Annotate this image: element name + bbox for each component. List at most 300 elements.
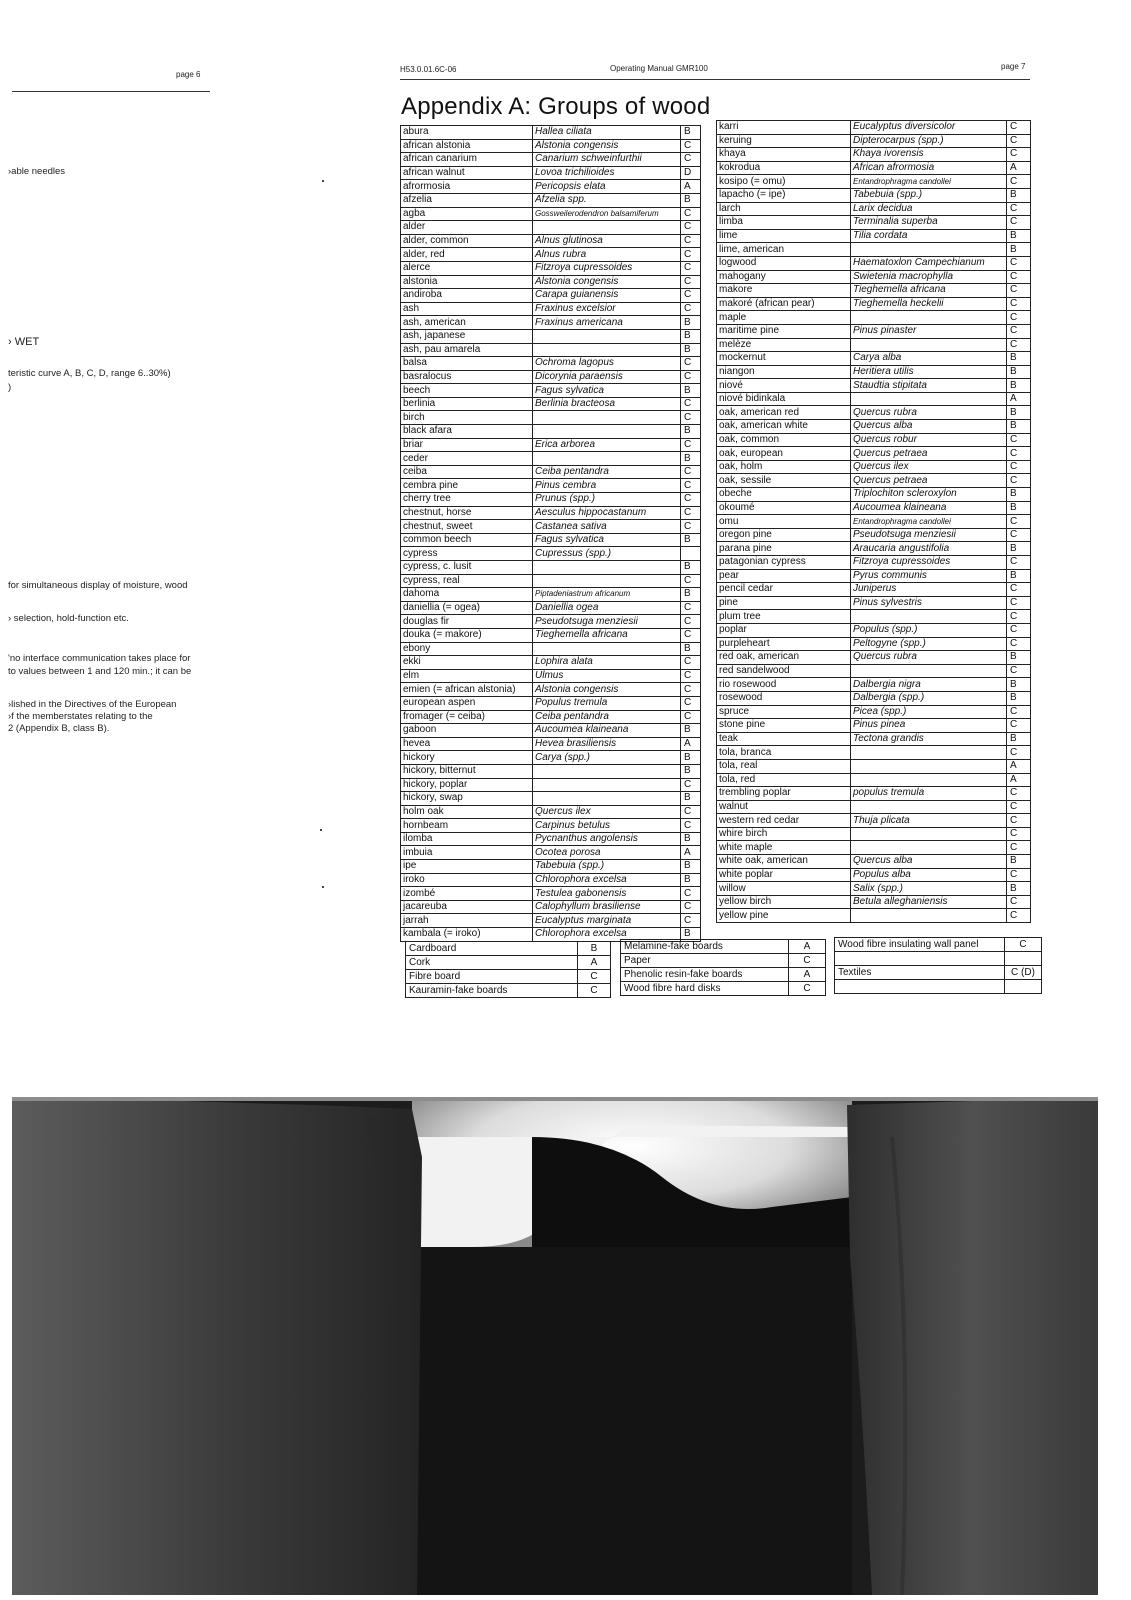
wood-row [401, 561, 701, 575]
wood-group: B [1007, 365, 1031, 379]
wood-row [401, 343, 701, 357]
wood-common-name: oak, american red [717, 406, 851, 420]
wood-group: C [681, 520, 701, 534]
wood-botanical-name: Alnus rubra [533, 248, 681, 262]
wood-common-name: dahoma [401, 588, 533, 602]
wood-group: B [681, 588, 701, 602]
wood-row [401, 547, 701, 561]
material-name: Fibre board [406, 970, 578, 984]
wood-group: C [1007, 324, 1031, 338]
wood-row [401, 628, 701, 642]
wood-group: C [1007, 134, 1031, 148]
wood-botanical-name: Gossweilerodendron balsamiferum [533, 207, 681, 221]
wood-common-name: trembling poplar [717, 787, 851, 801]
wood-row [717, 161, 1031, 175]
wood-botanical-name: Heritiera utilis [851, 365, 1007, 379]
wood-common-name: emien (= african alstonia) [401, 683, 533, 697]
wood-botanical-name: Populus tremula [533, 696, 681, 710]
wood-row [401, 683, 701, 697]
scan-speck [322, 180, 324, 182]
wood-group: C [1007, 719, 1031, 733]
wood-common-name: african walnut [401, 166, 533, 180]
wood-common-name: mockernut [717, 352, 851, 366]
wood-row [401, 751, 701, 765]
wood-group: C [1007, 311, 1031, 325]
wood-group: C [681, 683, 701, 697]
material-row [406, 970, 611, 984]
wood-group: B [681, 452, 701, 466]
wood-common-name: oak, european [717, 447, 851, 461]
wood-row [401, 166, 701, 180]
wood-row [401, 710, 701, 724]
wood-group: C [681, 248, 701, 262]
wood-row [717, 202, 1031, 216]
wood-row [401, 452, 701, 466]
wood-row [717, 515, 1031, 529]
wood-common-name: logwood [717, 256, 851, 270]
wood-botanical-name: Quercus robur [851, 433, 1007, 447]
wood-group: B [681, 928, 701, 942]
wood-botanical-name [851, 827, 1007, 841]
wood-botanical-name: Fraxinus americana [533, 316, 681, 330]
wood-botanical-name: Alnus glutinosa [533, 234, 681, 248]
wood-botanical-name: Lophira alata [533, 656, 681, 670]
wood-common-name: oak, common [717, 433, 851, 447]
wood-botanical-name: Ceiba pentandra [533, 465, 681, 479]
wood-common-name: okoumé [717, 501, 851, 515]
wood-botanical-name: Berlinia bracteosa [533, 397, 681, 411]
wood-row [717, 556, 1031, 570]
wood-group: C [1007, 256, 1031, 270]
wood-botanical-name: Aesculus hippocastanum [533, 506, 681, 520]
wood-group: B [681, 751, 701, 765]
wood-common-name: hickory, bitternut [401, 764, 533, 778]
wood-botanical-name [851, 243, 1007, 257]
wood-botanical-name [533, 561, 681, 575]
wood-group: C [1007, 270, 1031, 284]
wood-row [717, 243, 1031, 257]
wood-botanical-name: Lovoa trichilioides [533, 166, 681, 180]
wood-common-name: pencil cedar [717, 583, 851, 597]
wood-botanical-name: Betula alleghaniensis [851, 895, 1007, 909]
wood-group: A [1007, 392, 1031, 406]
wood-common-name: maritime pine [717, 324, 851, 338]
left-text-fragment: 'no interface communication takes place for [8, 653, 191, 664]
wood-botanical-name [533, 221, 681, 235]
wood-common-name: yellow birch [717, 895, 851, 909]
wood-group: B [681, 316, 701, 330]
wood-common-name: berlinia [401, 397, 533, 411]
wood-group: B [1007, 678, 1031, 692]
wood-row [401, 900, 701, 914]
wood-row [401, 221, 701, 235]
wood-botanical-name [533, 574, 681, 588]
wood-common-name: afrormosia [401, 180, 533, 194]
wood-group: C [681, 289, 701, 303]
wood-botanical-name: Pinus pinea [851, 719, 1007, 733]
wood-botanical-name: Hallea ciliata [533, 126, 681, 140]
wood-botanical-name: Terminalia superba [851, 216, 1007, 230]
wood-common-name: imbuia [401, 846, 533, 860]
wood-group: C [681, 710, 701, 724]
wood-common-name: douka (= makore) [401, 628, 533, 642]
wood-group: B [681, 329, 701, 343]
wood-botanical-name: Tieghemella africana [533, 628, 681, 642]
wood-group: C [681, 628, 701, 642]
wood-group: C [1007, 895, 1031, 909]
wood-row [717, 637, 1031, 651]
wood-botanical-name [851, 664, 1007, 678]
wood-common-name: african alstonia [401, 139, 533, 153]
wood-common-name: ash [401, 302, 533, 316]
wood-group: C [681, 465, 701, 479]
scan-speck [320, 829, 322, 831]
wood-row [717, 284, 1031, 298]
wood-common-name: birch [401, 411, 533, 425]
wood-group: B [681, 792, 701, 806]
wood-row [401, 887, 701, 901]
wood-group: D [681, 166, 701, 180]
wood-group: C [1007, 474, 1031, 488]
left-text-fragment: › selection, hold-function etc. [8, 613, 129, 624]
wood-botanical-name [851, 746, 1007, 760]
wood-common-name: holm oak [401, 805, 533, 819]
wood-botanical-name: Dicorynia paraensis [533, 370, 681, 384]
wood-row [401, 914, 701, 928]
wood-botanical-name [851, 759, 1007, 773]
wood-row [717, 420, 1031, 434]
wood-common-name: cembra pine [401, 479, 533, 493]
wood-row [401, 479, 701, 493]
wood-common-name: obeche [717, 488, 851, 502]
wood-group: A [681, 737, 701, 751]
wood-row [401, 588, 701, 602]
material-name: Kauramin-fake boards [406, 984, 578, 998]
wood-row [401, 207, 701, 221]
wood-common-name: oak, sessile [717, 474, 851, 488]
document-code: H53.0.01.6C-06 [400, 65, 457, 74]
wood-botanical-name: Entandrophragma candollei [851, 515, 1007, 529]
wood-row [717, 188, 1031, 202]
material-group: C [1005, 938, 1042, 952]
wood-botanical-name: Ochroma lagopus [533, 357, 681, 371]
wood-common-name: hevea [401, 737, 533, 751]
material-name [835, 980, 1005, 994]
wood-group: C [1007, 148, 1031, 162]
wood-row [717, 773, 1031, 787]
wood-group: C [1007, 284, 1031, 298]
wood-common-name: niangon [717, 365, 851, 379]
wood-row [401, 234, 701, 248]
wood-row [717, 732, 1031, 746]
wood-group: B [1007, 420, 1031, 434]
wood-row [401, 642, 701, 656]
wood-botanical-name: Tectona grandis [851, 732, 1007, 746]
wood-botanical-name [533, 778, 681, 792]
wood-group: A [681, 180, 701, 194]
wood-common-name: whire birch [717, 827, 851, 841]
wood-botanical-name: Pseudotsuga menziesii [851, 528, 1007, 542]
wood-common-name: white maple [717, 841, 851, 855]
wood-group: B [1007, 379, 1031, 393]
wood-group: B [1007, 229, 1031, 243]
wood-row [401, 819, 701, 833]
wood-group: B [681, 724, 701, 738]
wood-botanical-name: Tilia cordata [851, 229, 1007, 243]
wood-botanical-name [851, 841, 1007, 855]
material-row [406, 956, 611, 970]
left-text-fragment: teristic curve A, B, C, D, range 6..30%) [8, 368, 171, 379]
scan-speck [322, 886, 324, 888]
wood-botanical-name: Fitzroya cupressoides [533, 261, 681, 275]
wood-group: C [1007, 202, 1031, 216]
wood-botanical-name: Erica arborea [533, 438, 681, 452]
wood-row [401, 180, 701, 194]
wood-botanical-name: Piptadeniastrum africanum [533, 588, 681, 602]
wood-botanical-name: Aucoumea klaineana [533, 724, 681, 738]
wood-botanical-name: Quercus rubra [851, 651, 1007, 665]
wood-group: B [681, 764, 701, 778]
wood-botanical-name [533, 329, 681, 343]
material-row [621, 954, 826, 968]
wood-group: B [681, 193, 701, 207]
wood-botanical-name: Eucalyptus diversicolor [851, 121, 1007, 135]
left-header-rule [12, 91, 210, 92]
wood-group: A [1007, 161, 1031, 175]
wood-row [717, 270, 1031, 284]
wood-common-name: rosewood [717, 691, 851, 705]
wood-common-name: ekki [401, 656, 533, 670]
left-text-fragment: ›able needles [8, 166, 66, 177]
wood-group: B [1007, 501, 1031, 515]
wood-group: C [681, 900, 701, 914]
left-text-fragment: › WET [8, 336, 40, 348]
material-group: B [578, 942, 611, 956]
wood-botanical-name: Fraxinus excelsior [533, 302, 681, 316]
wood-row [401, 193, 701, 207]
wood-botanical-name: Alstonia congensis [533, 275, 681, 289]
wood-groups-table-right [716, 120, 1031, 923]
material-name: Wood fibre insulating wall panel [835, 938, 1005, 952]
wood-row [717, 406, 1031, 420]
wood-common-name: lime, american [717, 243, 851, 257]
wood-botanical-name [851, 311, 1007, 325]
wood-common-name: plum tree [717, 610, 851, 624]
left-text-fragment: ) [8, 382, 12, 393]
wood-row [717, 759, 1031, 773]
wood-group: C [681, 234, 701, 248]
wood-botanical-name: Ocotea porosa [533, 846, 681, 860]
wood-group: B [1007, 882, 1031, 896]
material-name [835, 952, 1005, 966]
wood-botanical-name: Tabebuia (spp.) [851, 188, 1007, 202]
wood-botanical-name: Carapa guianensis [533, 289, 681, 303]
wood-row [717, 610, 1031, 624]
wood-botanical-name: Calophyllum brasiliense [533, 900, 681, 914]
wood-group: B [1007, 691, 1031, 705]
wood-groups-table-left [400, 125, 701, 942]
wood-group: C [1007, 216, 1031, 230]
wood-row [401, 370, 701, 384]
wood-common-name: alerce [401, 261, 533, 275]
wood-common-name: larch [717, 202, 851, 216]
wood-common-name: kambala (= iroko) [401, 928, 533, 942]
wood-botanical-name: Castanea sativa [533, 520, 681, 534]
wood-botanical-name: Haematoxlon Campechianum [851, 256, 1007, 270]
material-group: A [578, 956, 611, 970]
wood-common-name: ash, japanese [401, 329, 533, 343]
wood-botanical-name [533, 642, 681, 656]
wood-row [401, 411, 701, 425]
wood-common-name: abura [401, 126, 533, 140]
wood-common-name: khaya [717, 148, 851, 162]
wood-common-name: common beech [401, 533, 533, 547]
wood-botanical-name [533, 343, 681, 357]
wood-common-name: tola, branca [717, 746, 851, 760]
wood-row [401, 520, 701, 534]
wood-group: B [681, 860, 701, 874]
wood-row [401, 261, 701, 275]
wood-row [717, 148, 1031, 162]
wood-group: C [681, 493, 701, 507]
wood-common-name: karri [717, 121, 851, 135]
page-title: Appendix A: Groups of wood [401, 93, 711, 120]
wood-group: B [681, 533, 701, 547]
wood-common-name: cherry tree [401, 493, 533, 507]
wood-row [717, 460, 1031, 474]
wood-group [681, 547, 701, 561]
wood-botanical-name: Quercus ilex [533, 805, 681, 819]
wood-botanical-name: Dalbergia nigra [851, 678, 1007, 692]
wood-group: C [1007, 528, 1031, 542]
wood-common-name: walnut [717, 800, 851, 814]
scanner-shadow-photo [12, 1097, 1098, 1595]
wood-group: B [681, 873, 701, 887]
wood-common-name: pine [717, 596, 851, 610]
wood-common-name: maple [717, 311, 851, 325]
wood-row [717, 623, 1031, 637]
wood-botanical-name [851, 800, 1007, 814]
wood-common-name: agba [401, 207, 533, 221]
wood-group: C [681, 819, 701, 833]
wood-common-name: poplar [717, 623, 851, 637]
wood-common-name: fromager (= ceiba) [401, 710, 533, 724]
wood-common-name: oak, american white [717, 420, 851, 434]
wood-common-name: yellow pine [717, 909, 851, 923]
wood-botanical-name: Pinus pinaster [851, 324, 1007, 338]
wood-row [717, 528, 1031, 542]
material-group: A [789, 940, 826, 954]
wood-common-name: briar [401, 438, 533, 452]
left-page-number: page 6 [176, 70, 201, 79]
material-name: Paper [621, 954, 789, 968]
wood-row [717, 134, 1031, 148]
wood-botanical-name [851, 338, 1007, 352]
wood-group: C [681, 221, 701, 235]
wood-row [401, 656, 701, 670]
wood-botanical-name: populus tremula [851, 787, 1007, 801]
materials-table-2 [620, 939, 826, 996]
wood-common-name: ceiba [401, 465, 533, 479]
wood-group: C [681, 696, 701, 710]
wood-botanical-name: Pyrus communis [851, 569, 1007, 583]
material-row [621, 940, 826, 954]
wood-botanical-name: Fagus sylvatica [533, 384, 681, 398]
wood-botanical-name: Canarium schweinfurthii [533, 153, 681, 167]
wood-group: C [1007, 637, 1031, 651]
wood-botanical-name: Khaya ivorensis [851, 148, 1007, 162]
material-row [621, 982, 826, 996]
wood-botanical-name: Prunus (spp.) [533, 493, 681, 507]
wood-row [717, 651, 1031, 665]
wood-common-name: jarrah [401, 914, 533, 928]
wood-row [717, 787, 1031, 801]
wood-group: B [681, 343, 701, 357]
wood-common-name: balsa [401, 357, 533, 371]
wood-group: C [681, 887, 701, 901]
wood-botanical-name [851, 392, 1007, 406]
wood-group: C [1007, 583, 1031, 597]
wood-botanical-name: Alstonia congensis [533, 683, 681, 697]
wood-common-name: elm [401, 669, 533, 683]
wood-botanical-name: Quercus petraea [851, 474, 1007, 488]
left-text-fragment: 2 (Appendix B, class B). [8, 723, 110, 734]
wood-group: C [681, 506, 701, 520]
wood-botanical-name: Chlorophora excelsa [533, 928, 681, 942]
material-row [835, 938, 1042, 952]
wood-group: B [1007, 406, 1031, 420]
wood-botanical-name: Pinus cembra [533, 479, 681, 493]
wood-group: C [681, 914, 701, 928]
wood-common-name: spruce [717, 705, 851, 719]
wood-group: C [1007, 460, 1031, 474]
material-group: C [578, 970, 611, 984]
wood-row [717, 488, 1031, 502]
wood-group: C [1007, 746, 1031, 760]
wood-group: C [681, 397, 701, 411]
wood-botanical-name: Cupressus (spp.) [533, 547, 681, 561]
wood-group: B [1007, 352, 1031, 366]
wood-common-name: white oak, american [717, 855, 851, 869]
material-group [1005, 980, 1042, 994]
wood-common-name: daniellia (= ogea) [401, 601, 533, 615]
wood-group: C [681, 261, 701, 275]
wood-botanical-name: Quercus ilex [851, 460, 1007, 474]
wood-group: C [681, 601, 701, 615]
wood-row [401, 574, 701, 588]
wood-row [717, 855, 1031, 869]
wood-row [401, 275, 701, 289]
wood-row [401, 832, 701, 846]
material-group: C [789, 982, 826, 996]
wood-group: B [1007, 188, 1031, 202]
wood-botanical-name: Entandrophragma candollei [851, 175, 1007, 189]
wood-botanical-name: Carpinus betulus [533, 819, 681, 833]
wood-row [717, 297, 1031, 311]
wood-botanical-name: Carya (spp.) [533, 751, 681, 765]
wood-common-name: black afara [401, 425, 533, 439]
wood-row [401, 397, 701, 411]
wood-botanical-name [851, 909, 1007, 923]
wood-botanical-name: Testulea gabonensis [533, 887, 681, 901]
wood-row [717, 841, 1031, 855]
wood-common-name: hickory, swap [401, 792, 533, 806]
wood-group: C [1007, 623, 1031, 637]
wood-botanical-name: Dipterocarpus (spp.) [851, 134, 1007, 148]
wood-group: C [681, 438, 701, 452]
wood-botanical-name: Pseudotsuga menziesii [533, 615, 681, 629]
wood-group: C [1007, 121, 1031, 135]
